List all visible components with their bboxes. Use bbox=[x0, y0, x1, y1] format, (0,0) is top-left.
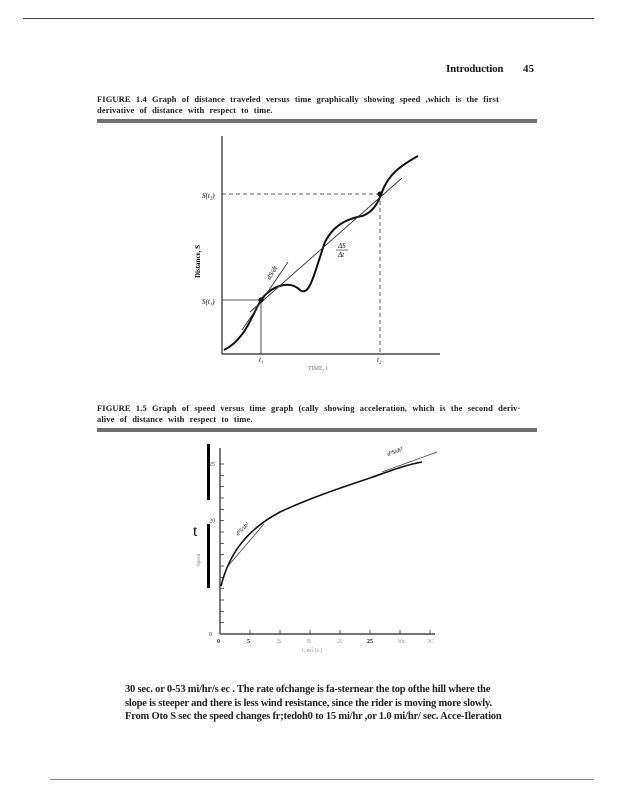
body-line-2: slope is steeper and there is less wind resistance, since the rider is moving more slowly. bbox=[125, 697, 492, 709]
body-text bbox=[125, 683, 535, 724]
x-tick-label: B bbox=[307, 639, 312, 645]
figure-1-4-caption-bar bbox=[97, 119, 537, 123]
figure-1-4-caption bbox=[97, 94, 537, 116]
x-tick-label: 2İ bbox=[337, 639, 342, 645]
figure-1-5-caption bbox=[97, 403, 537, 425]
y-tick-label: 25 bbox=[209, 462, 215, 468]
x-tick-label: 5 bbox=[247, 639, 250, 645]
left-black-bar-top bbox=[207, 444, 210, 500]
figure-1-5-graph bbox=[190, 438, 450, 663]
label-s-t2: S(t₂) bbox=[202, 192, 215, 200]
x-tick-label: 3C bbox=[427, 639, 435, 645]
label-ds-dt: dS/dt bbox=[264, 264, 280, 282]
label-t1: t₁ bbox=[259, 356, 264, 364]
point-t2 bbox=[377, 191, 382, 196]
figure-1-4-graph bbox=[190, 130, 450, 380]
left-black-bar-bottom bbox=[207, 524, 210, 588]
x-axis-label: TIME, t bbox=[308, 366, 328, 372]
running-title: Introduction bbox=[446, 63, 504, 75]
tangent-line bbox=[242, 262, 288, 330]
page-header bbox=[0, 63, 618, 79]
label-delta-s: ΔS bbox=[338, 242, 346, 250]
x-tick-label: 0 bbox=[217, 639, 220, 645]
secant-line bbox=[250, 178, 402, 312]
y-tick-label: 20 bbox=[209, 518, 215, 525]
label-left: d²S/dt² bbox=[235, 521, 251, 538]
y-tick-label: 0 bbox=[209, 632, 212, 638]
label-top: d²S/dt² bbox=[386, 446, 404, 458]
label-t2: t₂ bbox=[377, 356, 382, 364]
figure-1-4-caption-line2: derivative of distance with respect to time. bbox=[97, 105, 273, 115]
x-tick-label: 30c bbox=[397, 639, 406, 645]
body-line-3: From Oto S sec the speed changes fr;tedoh0 to 15 mi/hr ,or 1.0 mi/hr/ sec. Acce-Ileration bbox=[125, 711, 502, 722]
figure-1-4-caption-line1: FIGURE 1.4 Graph of distance traveled versus time graphically showing speed ,which is the first bbox=[97, 94, 499, 104]
top-rule bbox=[23, 18, 594, 19]
label-s-t1: S(t₁) bbox=[202, 298, 215, 306]
x-ticks bbox=[217, 630, 434, 645]
x-axis-label: t, mí (s ) bbox=[302, 648, 323, 654]
y-axis-arrow-glyph: t bbox=[193, 523, 198, 540]
page-number: 45 bbox=[523, 63, 534, 75]
figure-1-5-caption-bar bbox=[97, 428, 537, 432]
y-axis-label: Distance, S bbox=[194, 244, 202, 278]
bottom-rule bbox=[50, 779, 594, 780]
body-line-1: 30 sec. or 0-53 mi/hr/s ec . The rate ofchange is fa-sternear the top ofthe hill where the bbox=[125, 684, 491, 695]
figure-1-5-caption-line2: alive of distance with respect to time. bbox=[97, 414, 253, 424]
figure-1-5-caption-line1: FIGURE 1.5 Graph of speed versus time graph (cally showing acceleration, which is the second deriv· bbox=[97, 403, 521, 413]
point-t1 bbox=[258, 297, 263, 302]
x-tick-label: 25 bbox=[367, 639, 373, 645]
speed-curve bbox=[221, 462, 422, 586]
x-tick-label: B bbox=[277, 639, 282, 645]
y-axis-label: Speed bbox=[197, 553, 202, 566]
label-delta-t: Δt bbox=[338, 251, 345, 259]
distance-curve bbox=[224, 156, 418, 350]
y-ticks bbox=[209, 462, 224, 638]
